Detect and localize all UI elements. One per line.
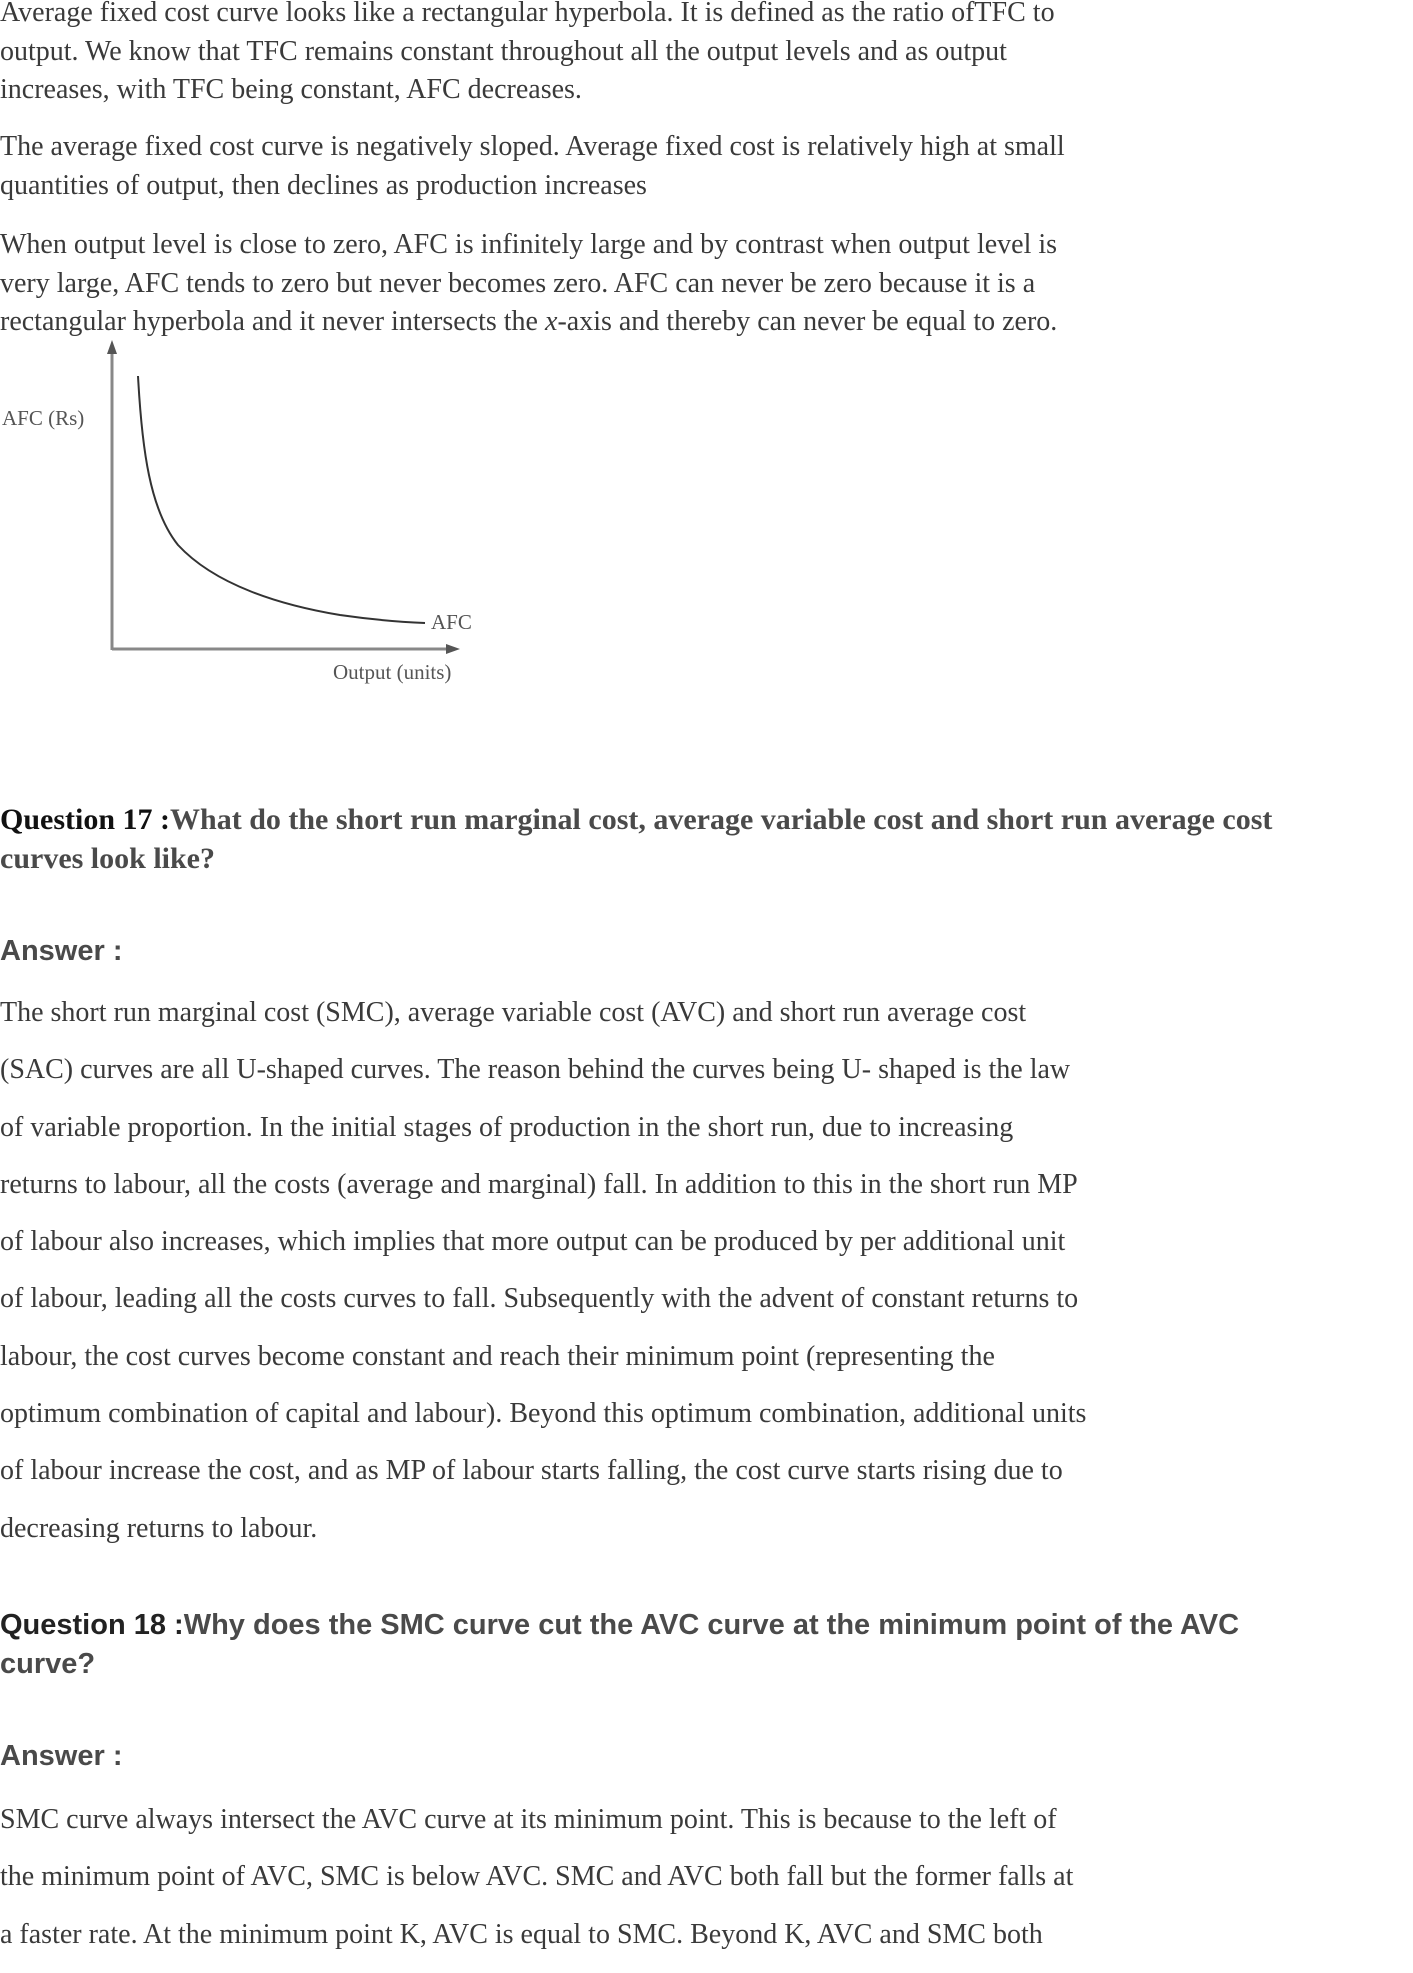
afc-chart <box>0 340 520 700</box>
question-number: Question 18 : <box>0 1609 184 1641</box>
y-axis-arrow-icon <box>107 340 117 354</box>
text-line: increases, with TFC being constant, AFC decreases. <box>0 74 582 105</box>
text-line: (SAC) curves are all U-shaped curves. The reason behind the curves being U- shaped is the law <box>0 1054 1071 1086</box>
text-line: returns to labour, all the costs (average and marginal) fall. In addition to this in the short run MP <box>0 1168 1078 1200</box>
question-line: curve? <box>0 1648 96 1680</box>
intro-paragraph-2 <box>0 128 1065 205</box>
question-line: curves look like? <box>0 842 215 875</box>
curve-label-afc: AFC <box>431 610 472 634</box>
text-line: The average fixed cost curve is negatively sloped. Average fixed cost is relatively high at small <box>0 131 1065 162</box>
x-axis-arrow-icon <box>446 644 460 654</box>
intro-paragraph-3 <box>0 226 1057 342</box>
question-line <box>0 800 1272 839</box>
question-17-title <box>0 800 1272 878</box>
text-line: a faster rate. At the minimum point K, AVC is equal to SMC. Beyond K, AVC and SMC both <box>0 1918 1043 1950</box>
text-line: labour, the cost curves become constant and reach their minimum point (representing the <box>0 1340 995 1372</box>
question-18-title <box>0 1606 1239 1684</box>
question-line <box>0 1606 1239 1645</box>
text-line: SMC curve always intersect the AVC curve at its minimum point. This is because to the left of <box>0 1804 1057 1835</box>
y-axis-label: AFC (Rs) <box>2 406 85 430</box>
text-line: of labour, leading all the costs curves to fall. Subsequently with the advent of constant returns to <box>0 1283 1079 1315</box>
afc-curve <box>138 376 425 623</box>
text-line: of labour also increases, which implies that more output can be produced by per additional unit <box>0 1226 1066 1258</box>
intro-paragraph-1 <box>0 0 1055 110</box>
italic-x: x <box>545 306 558 337</box>
text-line <box>0 303 1057 342</box>
question-text: Why does the SMC curve cut the AVC curve at the minimum point of the AVC <box>183 1609 1240 1641</box>
question-number: Question 17 : <box>0 803 171 836</box>
question-text: What do the short run marginal cost, average variable cost and short run average cost <box>170 803 1273 836</box>
afc-chart-graphic <box>0 340 520 700</box>
x-axis-label: Output (units) <box>333 660 452 684</box>
text-line: The short run marginal cost (SMC), average variable cost (AVC) and short run average cost <box>0 997 1027 1028</box>
answer-17-body <box>0 994 1086 1567</box>
text-line: optimum combination of capital and labour). Beyond this optimum combination, additional units <box>0 1398 1087 1430</box>
text-line: quantities of output, then declines as production increases <box>0 169 647 201</box>
text-line: When output level is close to zero, AFC is infinitely large and by contrast when output level is <box>0 229 1058 260</box>
answer-17-label: Answer : <box>0 935 123 967</box>
text-line: of variable proportion. In the initial stages of production in the short run, due to increasing <box>0 1111 1014 1143</box>
text-line: Average fixed cost curve looks like a rectangular hyperbola. It is defined as the ratio ofTFC to <box>0 0 1055 28</box>
answer-18-label: Answer : <box>0 1740 123 1772</box>
text-line: of labour increase the cost, and as MP of labour starts falling, the cost curve starts rising due to <box>0 1455 1063 1487</box>
answer-18-body <box>0 1801 1073 1973</box>
text-fragment: rectangular hyperbola and it never intersects the <box>0 306 545 337</box>
text-line: the minimum point of AVC, SMC is below AVC. SMC and AVC both fall but the former falls at <box>0 1861 1074 1893</box>
text-line: output. We know that TFC remains constant throughout all the output levels and as output <box>0 35 1007 67</box>
text-line: very large, AFC tends to zero but never becomes zero. AFC can never be zero because it is a <box>0 267 1036 299</box>
text-line: decreasing returns to labour. <box>0 1512 318 1544</box>
text-fragment: -axis and thereby can never be equal to zero. <box>557 306 1058 337</box>
